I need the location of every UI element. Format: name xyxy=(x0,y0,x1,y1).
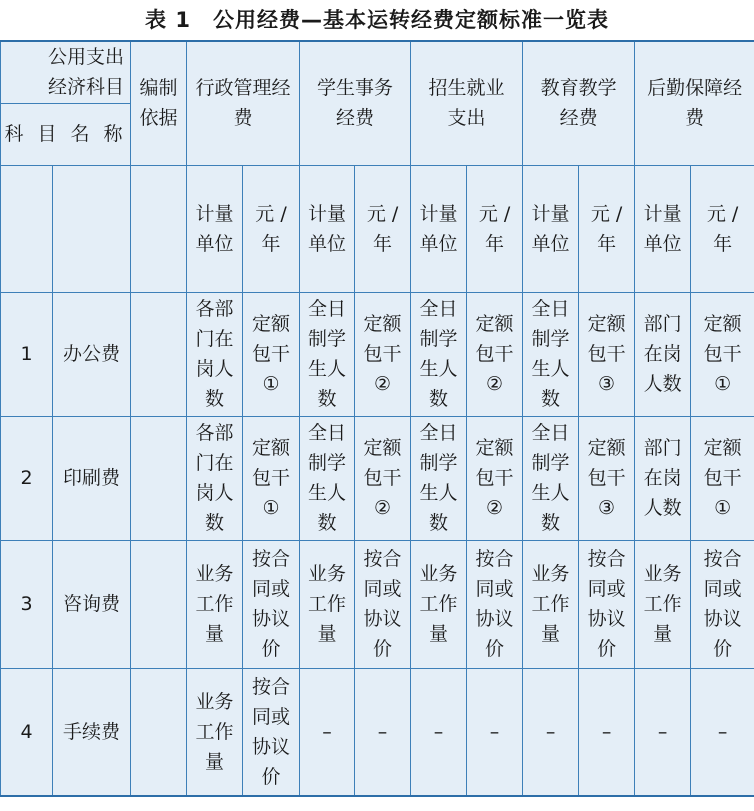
table-cell: 业务 工作 量 xyxy=(523,540,579,668)
table-cell: 按合 同或 协议 价 xyxy=(691,540,754,668)
subheader-unit: 计量 单位 xyxy=(523,165,579,292)
basis-cell xyxy=(131,416,187,540)
table-cell: – xyxy=(355,668,411,796)
empty-cell xyxy=(53,165,131,292)
table-cell: 全日 制学 生人 数 xyxy=(523,292,579,416)
table-cell: 全日 制学 生人 数 xyxy=(300,416,355,540)
table-cell: 全日 制学 生人 数 xyxy=(300,292,355,416)
row-number: 2 xyxy=(1,416,53,540)
table-cell: 按合 同或 协议 价 xyxy=(467,540,523,668)
table-cell: 各部 门在 岗人 数 xyxy=(187,292,243,416)
table-cell: 按合 同或 协议 价 xyxy=(243,540,300,668)
table-row xyxy=(1,416,754,540)
row-name: 办公费 xyxy=(53,292,131,416)
table-row xyxy=(1,292,754,416)
table-cell: 业务 工作 量 xyxy=(187,668,243,796)
table-row xyxy=(1,668,754,796)
table-cell: – xyxy=(523,668,579,796)
table-cell: 定额 包干 ① xyxy=(243,416,300,540)
table-cell: 定额 包干 ③ xyxy=(579,292,635,416)
table-cell: – xyxy=(691,668,754,796)
budget-standard-table xyxy=(0,40,754,797)
subheader-unit: 计量 单位 xyxy=(187,165,243,292)
table-cell: 定额 包干 ② xyxy=(355,292,411,416)
table-cell: 业务 工作 量 xyxy=(635,540,691,668)
table-cell: 各部 门在 岗人 数 xyxy=(187,416,243,540)
subheader-unit: 计量 单位 xyxy=(411,165,467,292)
table-cell: 定额 包干 ② xyxy=(355,416,411,540)
header-category: 学生事务 经费 xyxy=(300,41,411,165)
row-name: 印刷费 xyxy=(53,416,131,540)
header-category: 教育教学 经费 xyxy=(523,41,635,165)
header-corner-top: 公用支出 经济科目 xyxy=(1,41,131,103)
table-cell: 定额 包干 ① xyxy=(691,292,754,416)
table-cell: 业务 工作 量 xyxy=(411,540,467,668)
header-category: 招生就业 支出 xyxy=(411,41,523,165)
row-number: 4 xyxy=(1,668,53,796)
table-cell: 全日 制学 生人 数 xyxy=(411,416,467,540)
table-cell: – xyxy=(411,668,467,796)
subheader-yuan: 元 / 年 xyxy=(579,165,635,292)
table-cell: 按合 同或 协议 价 xyxy=(243,668,300,796)
table-cell: – xyxy=(467,668,523,796)
empty-cell xyxy=(1,165,53,292)
header-corner-bottom: 科 目 名 称 xyxy=(1,103,131,165)
table-cell: 全日 制学 生人 数 xyxy=(411,292,467,416)
table-cell: 定额 包干 ① xyxy=(243,292,300,416)
table-cell: 定额 包干 ② xyxy=(467,292,523,416)
table-cell: 按合 同或 协议 价 xyxy=(579,540,635,668)
basis-cell xyxy=(131,540,187,668)
row-number: 3 xyxy=(1,540,53,668)
subheader-yuan: 元 / 年 xyxy=(467,165,523,292)
subheader-unit: 计量 单位 xyxy=(300,165,355,292)
table-cell: – xyxy=(579,668,635,796)
table-cell: 业务 工作 量 xyxy=(187,540,243,668)
basis-cell xyxy=(131,292,187,416)
table-cell: 全日 制学 生人 数 xyxy=(523,416,579,540)
row-name: 咨询费 xyxy=(53,540,131,668)
basis-cell xyxy=(131,668,187,796)
table-cell: 部门 在岗 人数 xyxy=(635,416,691,540)
table-cell: – xyxy=(300,668,355,796)
table-cell: 定额 包干 ① xyxy=(691,416,754,540)
table-cell: 按合 同或 协议 价 xyxy=(355,540,411,668)
row-number: 1 xyxy=(1,292,53,416)
table-cell: 业务 工作 量 xyxy=(300,540,355,668)
table-caption: 表 1 公用经费—基本运转经费定额标准一览表 xyxy=(145,8,609,32)
table-cell: 定额 包干 ③ xyxy=(579,416,635,540)
subheader-unit: 计量 单位 xyxy=(635,165,691,292)
table-cell: – xyxy=(635,668,691,796)
empty-cell xyxy=(131,165,187,292)
subheader-yuan: 元 / 年 xyxy=(691,165,754,292)
subheader-yuan: 元 / 年 xyxy=(243,165,300,292)
table-row xyxy=(1,540,754,668)
table-cell: 部门 在岗 人数 xyxy=(635,292,691,416)
header-category: 行政管理经 费 xyxy=(187,41,300,165)
row-name: 手续费 xyxy=(53,668,131,796)
header-category: 后勤保障经 费 xyxy=(635,41,754,165)
header-basis: 编制 依据 xyxy=(131,41,187,165)
table-cell: 定额 包干 ② xyxy=(467,416,523,540)
subheader-yuan: 元 / 年 xyxy=(355,165,411,292)
